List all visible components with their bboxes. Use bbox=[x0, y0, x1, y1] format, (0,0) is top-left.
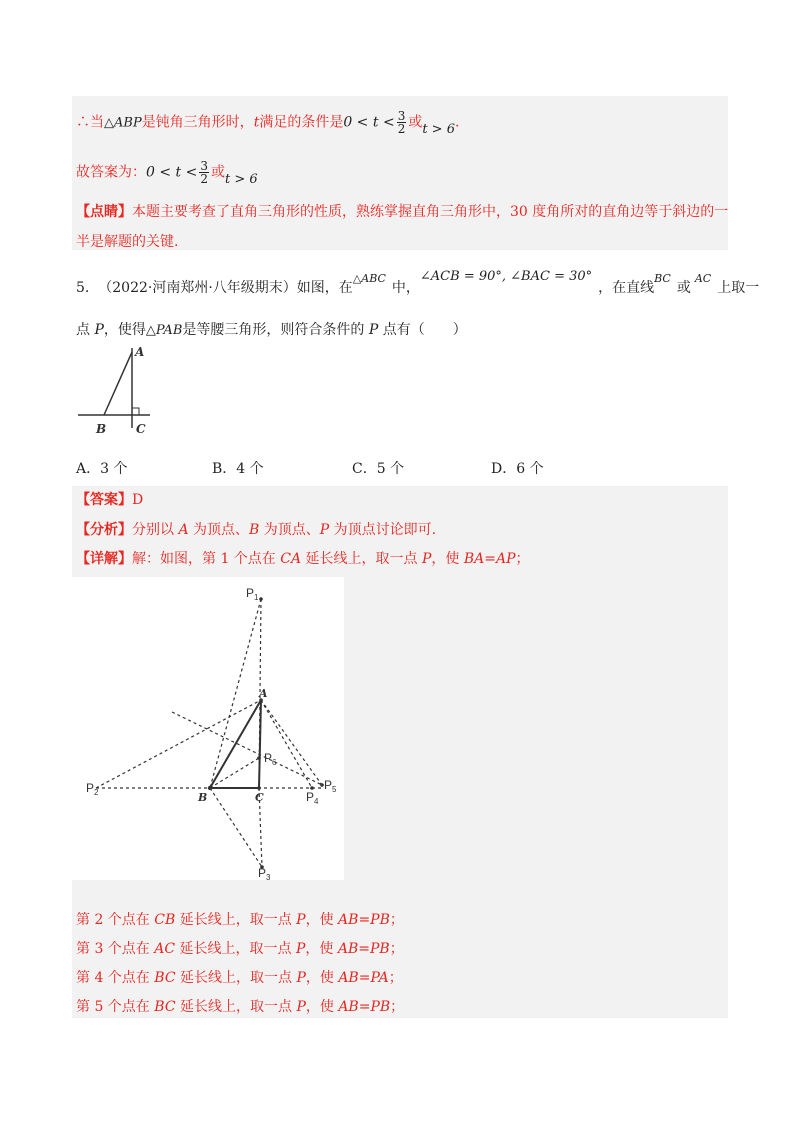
right-angle-mark bbox=[132, 408, 139, 415]
label-b: B bbox=[198, 791, 208, 804]
step-line-3: 第 3 个点在 AC 延长线上，取一点 P，使 AB=PB； bbox=[76, 941, 404, 957]
step-line-2: 第 2 个点在 CB 延长线上，取一点 P，使 AB=PB； bbox=[76, 912, 404, 928]
analysis-line: 【分析】分别以 A 为顶点、B 为顶点、P 为顶点讨论即可. bbox=[76, 522, 437, 538]
dot-p1 bbox=[259, 597, 263, 601]
label-p3: $P_3$ bbox=[258, 866, 271, 880]
comment-line-1: 【点睛】本题主要考查了直角三角形的性质，熟练掌握直角三角形中，30 度角所对的直角边等于斜边的一 bbox=[76, 204, 729, 220]
fraction-three-halves: $\frac{3}{2}$ bbox=[397, 109, 406, 136]
fig-label-a: A bbox=[135, 345, 145, 359]
line-ab bbox=[104, 352, 132, 415]
conclusion-line: ∴当△ABP是钝角三角形时，t满足的条件是0 < t < $\frac{3}{2}$ 或t > 6. bbox=[76, 109, 460, 137]
dot-c bbox=[257, 786, 261, 790]
dot-p6 bbox=[257, 756, 261, 760]
question-figure-triangle bbox=[70, 340, 160, 440]
dash-p1-b bbox=[210, 599, 261, 788]
fig-label-b: B bbox=[96, 422, 107, 436]
step-line-5: 第 5 个点在 BC 延长线上，取一点 P，使 AB=PB； bbox=[76, 999, 405, 1015]
option-c[interactable]: C．5 个 bbox=[352, 461, 405, 477]
solution-figure bbox=[72, 577, 344, 880]
dash-a-p4 bbox=[261, 700, 312, 788]
label-p4: $P_4$ bbox=[306, 790, 319, 806]
label-a: A bbox=[259, 687, 268, 700]
option-b[interactable]: B．4 个 bbox=[212, 461, 264, 477]
step-line-4: 第 4 个点在 BC 延长线上，取一点 P，使 AB=PA； bbox=[76, 970, 403, 986]
label-p2: $P_2$ bbox=[86, 781, 99, 797]
dash-a-p5 bbox=[261, 700, 322, 785]
label-p1: $P_1$ bbox=[246, 586, 259, 602]
question-line-2: 点 P，使得△PAB是等腰三角形，则符合条件的 P 点有（ ） bbox=[76, 322, 467, 338]
option-a[interactable]: A．3 个 bbox=[76, 461, 128, 477]
answer-line: 故答案为：0 < t < $\frac{3}{2}$ 或t > 6 bbox=[76, 159, 258, 187]
question-line-1: 5. （2022·河南郑州·八年级期末）如图，在$^{\triangle ABC}$中，∠ACB = 90°, ∠BAC = 30°，在直线$^{BC}$或$^{AC}$上取一 bbox=[76, 269, 760, 296]
label-p6: $P_6$ bbox=[264, 751, 277, 767]
label-c: C bbox=[255, 791, 264, 804]
comment-line-2: 半是解题的关键. bbox=[76, 234, 179, 250]
label-p5: $P_5$ bbox=[324, 778, 337, 794]
fraction-three-halves-2: $\frac{3}{2}$ bbox=[200, 159, 208, 186]
detail-line: 【详解】解：如图，第 1 个点在 CA 延长线上，取一点 P，使 BA=AP； bbox=[76, 551, 530, 567]
option-d[interactable]: D．6 个 bbox=[491, 461, 544, 477]
dot-b bbox=[208, 786, 212, 790]
fig-label-c: C bbox=[136, 422, 146, 436]
answer-tag-line: 【答案】D bbox=[76, 492, 144, 508]
